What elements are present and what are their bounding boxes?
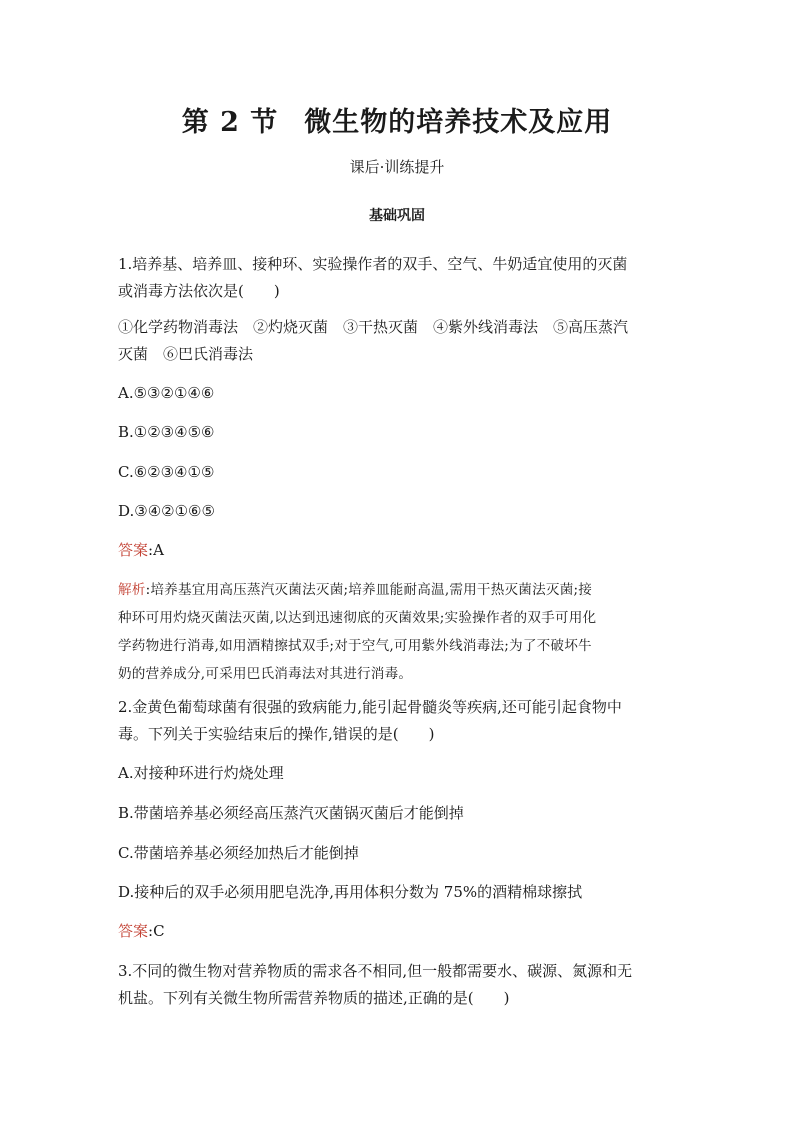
- stem-line: 机盐。下列有关微生物所需营养物质的描述,正确的是( ): [118, 989, 510, 1007]
- choice-a: A.⑤③②①④⑥: [118, 384, 215, 402]
- analysis-line: 种环可用灼烧灭菌法灭菌,以达到迅速彻底的灭菌效果;实验操作者的双手可用化: [118, 610, 597, 626]
- stem-line: 毒。下列关于实验结束后的操作,错误的是( ): [118, 725, 435, 743]
- option-line: 灭菌 ⑥巴氏消毒法: [118, 345, 254, 363]
- title-prefix: 第: [181, 107, 210, 138]
- title-topic: 微生物的培养技术及应用: [304, 107, 613, 138]
- stem-line: 1.培养基、培养皿、接种环、实验操作者的双手、空气、牛奶适宜使用的灭菌: [118, 255, 628, 273]
- subtitle: 课后·训练提升: [349, 158, 445, 176]
- section-heading: 基础巩固: [369, 208, 425, 224]
- title-number: 2: [220, 107, 240, 138]
- choice-c: C.⑥②③④①⑤: [118, 463, 215, 481]
- option-line: ①化学药物消毒法 ②灼烧灭菌 ③干热灭菌 ④紫外线消毒法 ⑤高压蒸汽: [118, 318, 629, 336]
- stem-line: 3.不同的微生物对营养物质的需求各不相同,但一般都需要水、碳源、氮源和无: [118, 962, 633, 980]
- answer-2: [118, 918, 674, 945]
- choice-d: D.③④②①⑥⑤: [118, 502, 215, 520]
- analysis-1: [118, 576, 674, 688]
- choice-b: B.带菌培养基必须经高压蒸汽灭菌锅灭菌后才能倒掉: [118, 804, 464, 822]
- choice-b: B.①②③④⑤⑥: [118, 423, 215, 441]
- answer-label: 答案: [118, 922, 149, 940]
- answer-value: :A: [148, 541, 164, 559]
- analysis-label: 解析: [118, 582, 146, 598]
- choice-c: C.带菌培养基必须经加热后才能倒掉: [118, 844, 359, 862]
- analysis-line: 奶的营养成分,可采用巴氏消毒法对其进行消毒。: [118, 666, 413, 682]
- page-title: [0, 100, 794, 139]
- answer-value: :C: [148, 922, 165, 940]
- choice-d: D.接种后的双手必须用肥皂洗净,再用体积分数为 75%的酒精棉球擦拭: [118, 883, 583, 901]
- answer-label: 答案: [118, 541, 149, 559]
- analysis-line: 解析:培养基宜用高压蒸汽灭菌法灭菌;培养皿能耐高温,需用干热灭菌法灭菌;接: [118, 582, 593, 598]
- analysis-line: 学药物进行消毒,如用酒精擦拭双手;对于空气,可用紫外线消毒法;为了不破坏牛: [118, 638, 592, 654]
- answer-1: [118, 537, 674, 564]
- stem-line: 或消毒方法依次是( ): [118, 282, 280, 300]
- title-unit: 节: [250, 107, 279, 138]
- question-2-stem: [118, 694, 674, 748]
- question-1-stem: [118, 251, 674, 305]
- choice-a: A.对接种环进行灼烧处理: [118, 764, 284, 782]
- question-1-options: [118, 314, 674, 368]
- stem-line: 2.金黄色葡萄球菌有很强的致病能力,能引起骨髓炎等疾病,还可能引起食物中: [118, 698, 622, 716]
- question-3-stem: [118, 958, 674, 1012]
